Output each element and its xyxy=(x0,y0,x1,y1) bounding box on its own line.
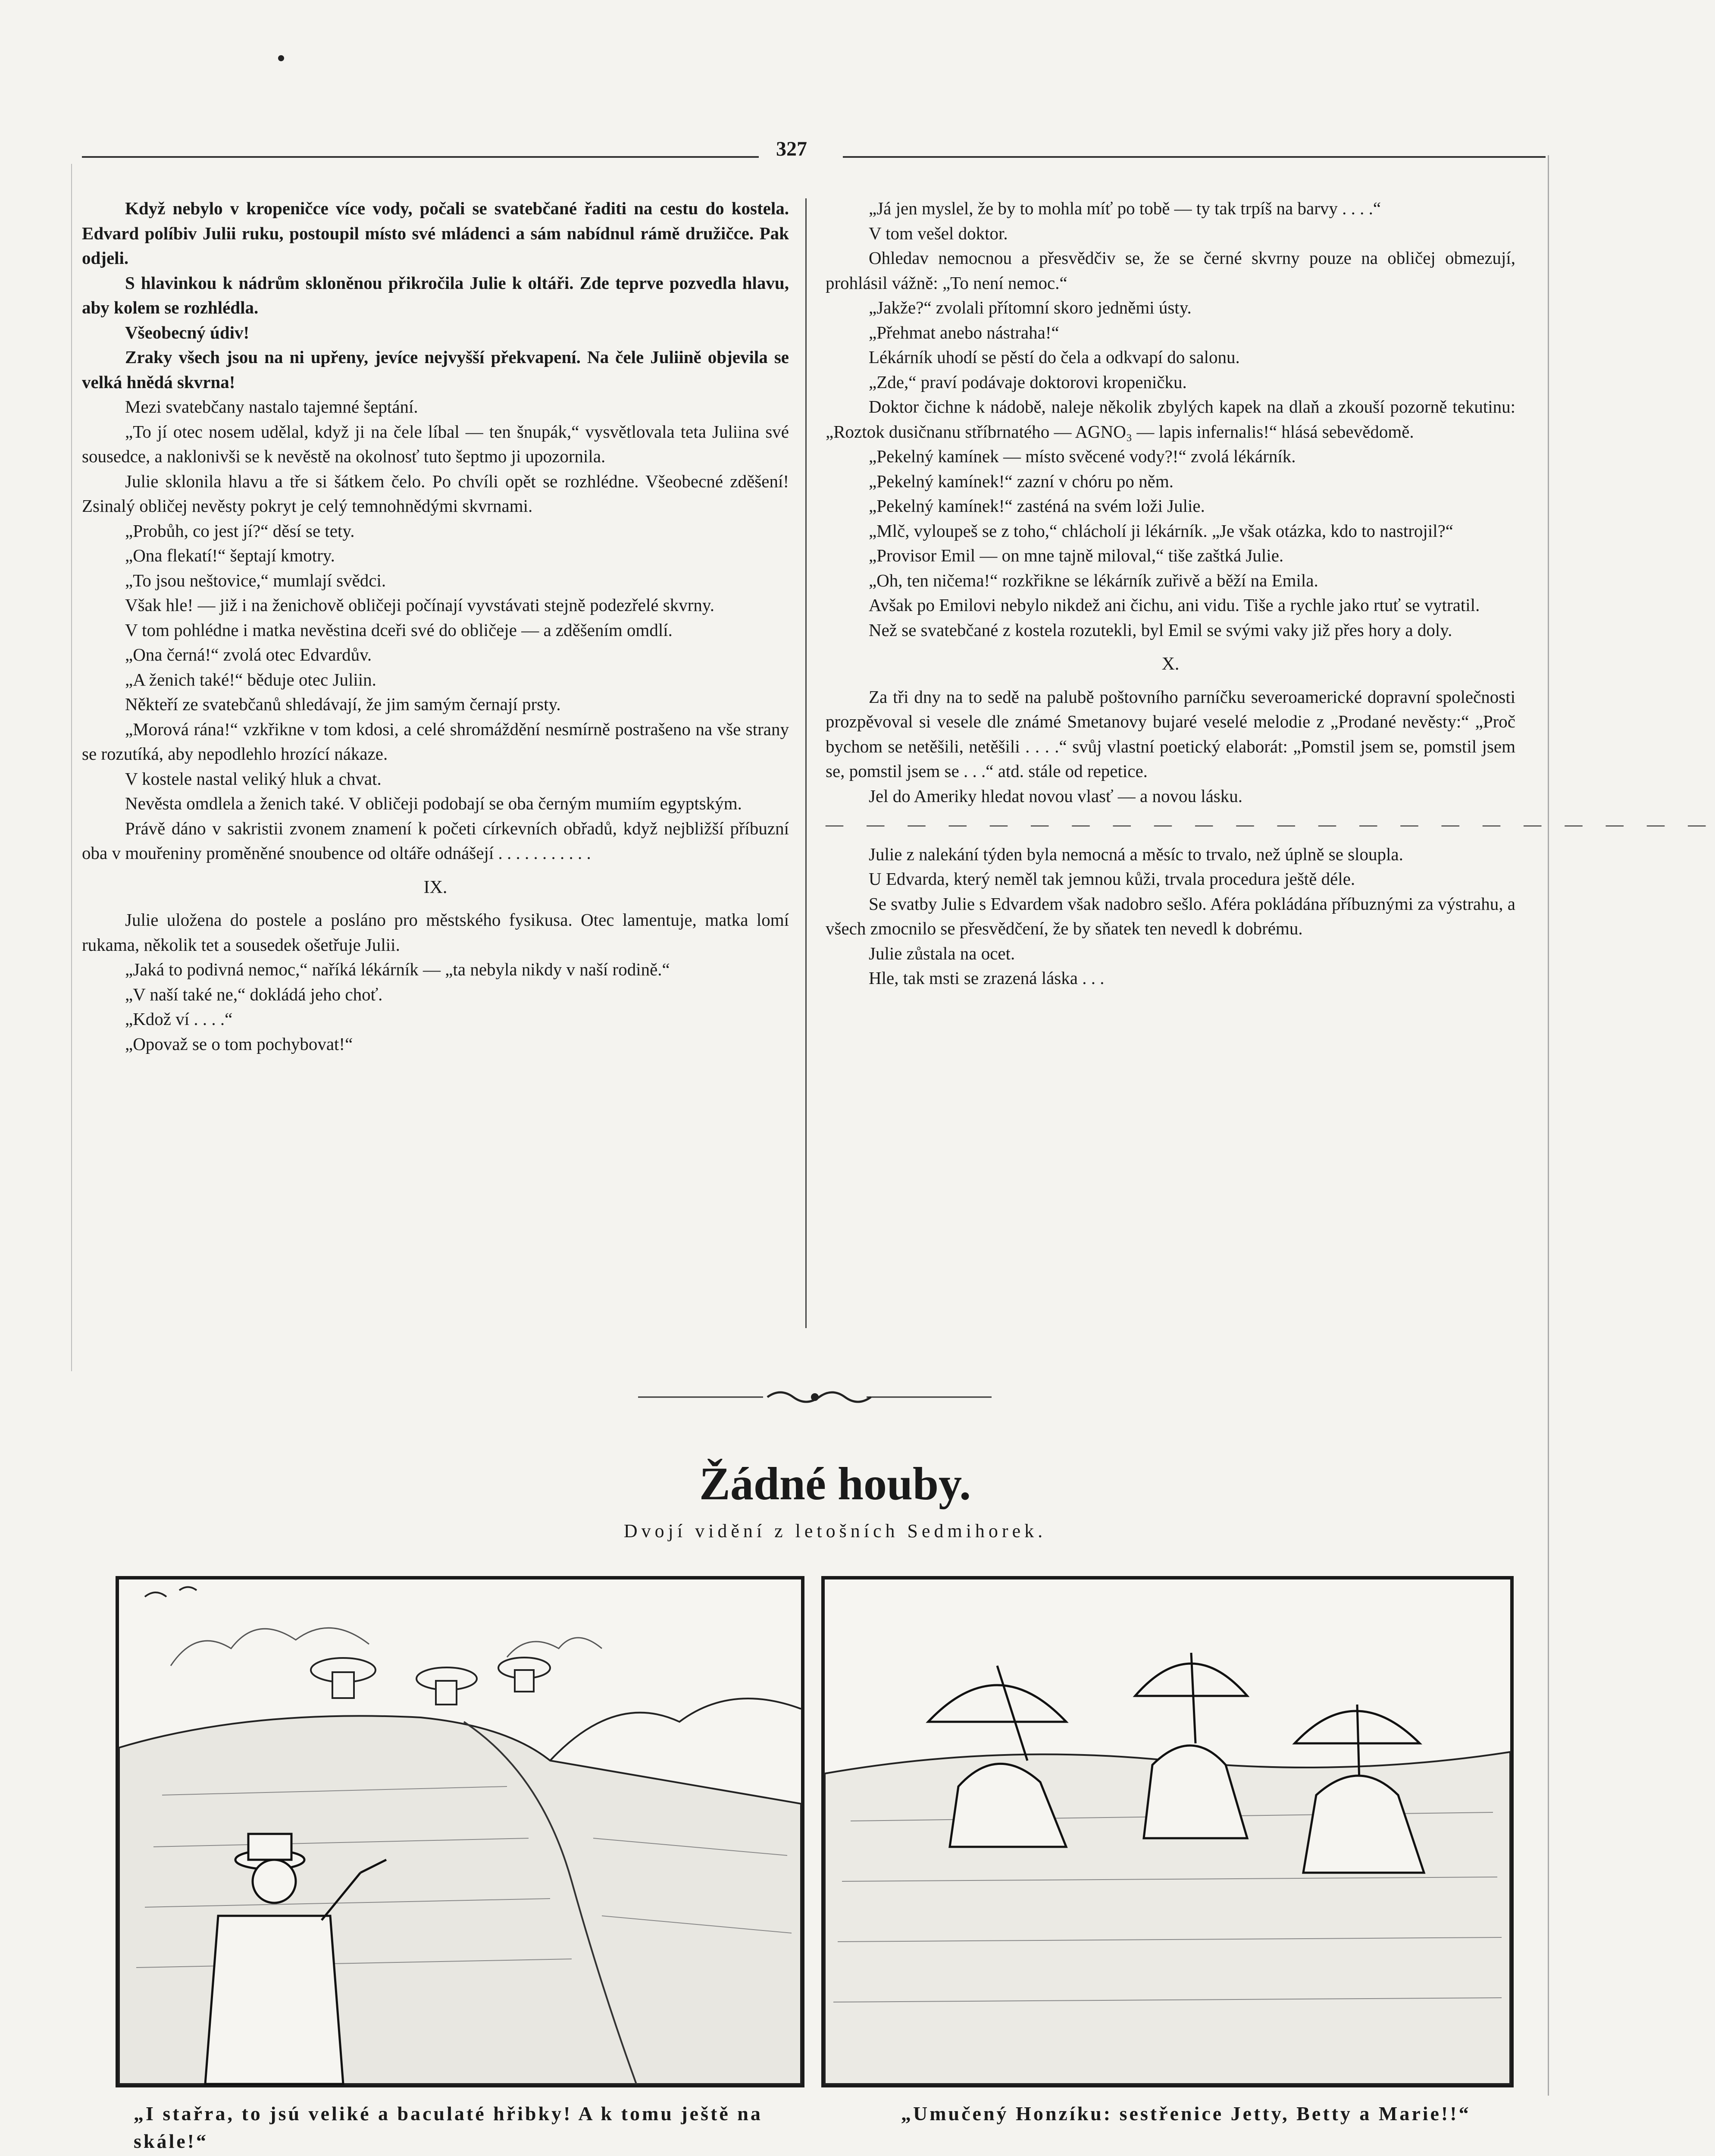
paragraph: „Ona černá!“ zvolá otec Edvardův. xyxy=(125,645,372,664)
paragraph: Zraky všech jsou na ni upřeny, jevíce nejvyšší překvapení. Na čele Juliině objevila se velká hnědá skvrna! xyxy=(82,347,789,392)
dash-separator: — — — — — — — — — — — — — — — — — — — — — — xyxy=(826,814,1715,834)
paragraph: Když nebylo v kropeničce více vody, počali se svatebčané řaditi na cestu do kostela. Edvard políbiv Julii ruku, postoupil místo své mládenci a sám nabídnul rámě družičce. Pak odjeli. xyxy=(82,198,789,268)
caption-right: „Umučený Honzíku: sestřenice Jetty, Betty a Marie!!“ xyxy=(901,2103,1471,2125)
paragraph: Lékárník uhodí se pěstí do čela a odkvapí do salonu. xyxy=(869,347,1240,367)
paragraph: Avšak po Emilovi nebylo nikdež ani čichu, ani vidu. Tiše a rychle jako rtuť se vytratil. xyxy=(869,595,1480,615)
paragraph: „Probůh, co jest jí?“ děsí se tety. xyxy=(125,520,355,541)
paragraph: Hle, tak msti se zrazená láska . . . xyxy=(869,968,1105,988)
paragraph: Někteří ze svatebčanů shledávají, že jim samým černají prsty. xyxy=(125,694,561,714)
paragraph: „Ona flekatí!“ šeptají kmotry. xyxy=(125,545,335,565)
paragraph: „Zde,“ praví podávaje doktorovi kropeničku. xyxy=(869,372,1187,392)
section-heading-x: X. xyxy=(1161,654,1180,674)
header-rule-left xyxy=(82,156,759,158)
paragraph: „To jsou neštovice,“ mumlají svědci. xyxy=(125,570,386,590)
caption-left: „I stařra, to jsú veliké a baculaté hřibky! A k tomu ještě na skále!“ xyxy=(134,2103,763,2152)
paragraph: Se svatby Julie s Edvardem však nadobro sešlo. Aféra pokládána příbuznými za výstrahu, a všech zmocnilo se přesvědčení, že by sňatek ten nevedl k dobrému. xyxy=(826,893,1515,938)
paragraph: V tom pohlédne i matka nevěstina dceři své do obličeje — a zděšením omdlí. xyxy=(125,620,673,640)
paragraph: Za tři dny na to sedě na palubě poštovního parníčku severoamerické dopravní společnosti prozpěvoval si vesele dle známé Smetanovy bujaré veselé melodie z „Prodané nevěsty:“ „Proč bychom se netěšili, netěšili . . . .“ svůj vlastní poetický elaborát: „Pomstil jsem se, pomstil jsem se, pomstil jsem se . . .“ atd. stále od repetice. xyxy=(826,686,1515,781)
illustration-man-mushrooms-icon xyxy=(119,1579,801,2084)
paragraph: „Morová rána!“ vzkřikne v tom kdosi, a celé shromáždění nesmírně postrašeno na vše strany se rozutíká, aby nepodlehlo hrozící nákaze. xyxy=(82,719,789,764)
paragraph: Doktor čichne k nádobě, naleje několik zbylých kapek na dlaň a zkouší pozorně tekutinu: „Roztok dusičnanu stříbrnatého — AGNO₃ — lapis infernalis!“ hlásá sebevědomě. xyxy=(826,397,1515,442)
paragraph: Jel do Ameriky hledat novou vlasť — a novou lásku. xyxy=(869,786,1243,806)
ornament-divider-icon xyxy=(638,1386,992,1408)
right-column xyxy=(826,196,1715,991)
paragraph: „Mlč, vyloupeš se z toho,“ chlácholí ji lékárník. „Je však otázka, kdo to nastrojil?“ xyxy=(869,520,1454,541)
paragraph: „V naší také ne,“ dokládá jeho choť. xyxy=(125,984,383,1004)
page-number: 327 xyxy=(776,138,807,160)
paragraph: „Pekelný kamínek!“ zasténá na svém loži Julie. xyxy=(869,496,1205,516)
header-rule-right xyxy=(843,156,1546,158)
paragraph: Právě dáno v sakristii zvonem znamení k početi církevních obřadů, když nejbližší příbuzní oba v mouřeniny proměněné snoubence od oltáře odnášejí . . . . . . . . . . . xyxy=(82,818,789,863)
paragraph: Nevěsta omdlela a ženich také. V obličeji podobají se oba černým mumiím egyptským. xyxy=(125,793,742,813)
paragraph: „Kdož ví . . . .“ xyxy=(125,1009,233,1029)
paragraph: Julie sklonila hlavu a tře si šátkem čelo. Po chvíli opět se rozhlédne. Všeobecné zděšení! Zsinalý obličej nevěsty pokryt je celý temnohnědými skvrnami. xyxy=(82,471,789,516)
page-frame-left xyxy=(71,164,72,1371)
section-heading-ix: IX. xyxy=(423,877,448,897)
paragraph: Všeobecný údiv! xyxy=(125,322,250,342)
paragraph: „Opovaž se o tom pochybovat!“ xyxy=(125,1034,353,1054)
column-divider xyxy=(805,198,807,1328)
paragraph: „Pekelný kamínek — místo svěcené vody?!“ zvolá lékárník. xyxy=(869,446,1296,466)
paragraph: „To jí otec nosem udělal, když ji na čele líbal — ten šnupák,“ vysvětlovala teta Juliina své sousedce, a naklonivši se k nevěstě na okolnosť tuto šeptmo ji upozornila. xyxy=(82,421,789,466)
paragraph: „A ženich také!“ běduje otec Juliin. xyxy=(125,669,376,689)
paragraph: Však hle! — již i na ženichově obličeji počínají vyvstávati stejně podezřelé skvrny. xyxy=(125,595,714,615)
cartoon-panel-right xyxy=(821,1576,1514,2087)
cartoon-subtitle: Dvojí vidění z letošních Sedmihorek. xyxy=(623,1520,1047,1542)
paragraph: Julie z nalekání týden byla nemocná a měsíc to trvalo, než úplně se sloupla. xyxy=(869,844,1403,864)
paragraph: „Pekelný kamínek!“ zazní v chóru po něm. xyxy=(869,471,1174,491)
paragraph: Ohledav nemocnou a přesvědčiv se, že se černé skvrny pouze na obličej obmezují, prohlásil vážně: „To není nemoc.“ xyxy=(826,248,1515,293)
left-column xyxy=(82,196,789,1056)
cartoon-panel-left xyxy=(116,1576,804,2087)
paragraph: Julie zůstala na ocet. xyxy=(869,943,1015,963)
paragraph: „Přehmat anebo nástraha!“ xyxy=(869,322,1059,342)
paragraph: „Jakže?“ zvolali přítomní skoro jedněmi ústy. xyxy=(869,298,1192,317)
paragraph: V kostele nastal veliký hluk a chvat. xyxy=(125,768,382,789)
page-frame-right xyxy=(1548,155,1549,2096)
paragraph: „Provisor Emil — on mne tajně miloval,“ tiše zaštká Julie. xyxy=(869,545,1284,565)
ink-speck xyxy=(278,55,284,61)
paragraph: Než se svatebčané z kostela rozutekli, byl Emil se svými vaky již přes hory a doly. xyxy=(869,620,1452,640)
cartoon-title: Žádné houby. xyxy=(699,1458,971,1510)
paragraph: S hlavinkou k nádrům skloněnou přikročila Julie k oltáři. Zde teprve pozvedla hlavu, aby kolem se rozhlédla. xyxy=(82,273,789,317)
illustration-women-umbrellas-icon xyxy=(825,1579,1510,2084)
paragraph: Mezi svatebčany nastalo tajemné šeptání. xyxy=(125,397,418,417)
paragraph: „Jaká to podivná nemoc,“ naříká lékárník — „ta nebyla nikdy v naší rodině.“ xyxy=(125,959,670,979)
paragraph: „Oh, ten ničema!“ rozkřikne se lékárník zuřivě a běží na Emila. xyxy=(869,570,1318,590)
paragraph: U Edvarda, který neměl tak jemnou kůži, trvala procedura ještě déle. xyxy=(869,869,1355,889)
paragraph: Julie uložena do postele a posláno pro městského fysikusa. Otec lamentuje, matka lomí rukama, několik tet a sousedek ošetřuje Julii. xyxy=(82,910,789,955)
paragraph: „Já jen myslel, že by to mohla míť po tobě — ty tak trpíš na barvy . . . .“ xyxy=(869,198,1381,218)
paragraph: V tom vešel doktor. xyxy=(869,223,1008,243)
